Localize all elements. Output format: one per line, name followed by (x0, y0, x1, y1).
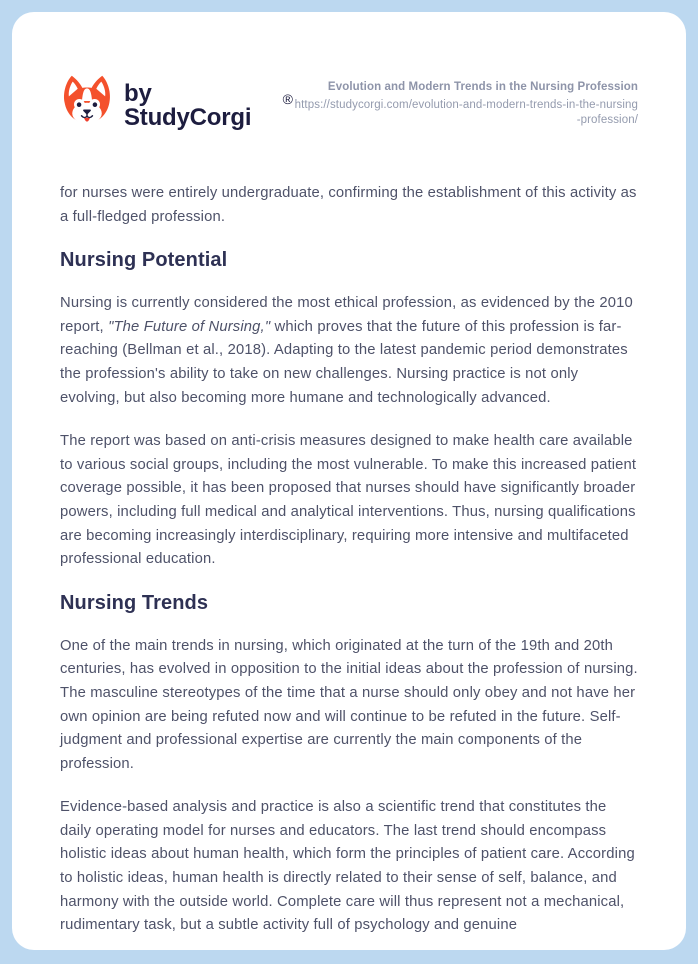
paragraph-nursing-potential-1 (60, 292, 638, 410)
paragraph-nursing-trends-1: One of the main trends in nursing, which originated at the turn of the 19th and 20th centuries, has evolved in opposition to the initial ideas about the profession of nursing. The masculine stereotypes of the time that a nurse should only obey and not have her own opinion are being refuted now and will continue to be refuted in the future. Self-judgment and professional expertise are currently the main components of the profession. (60, 637, 638, 772)
corgi-logo-icon (60, 74, 114, 128)
article-body (60, 182, 638, 938)
registered-trademark: ® (282, 91, 293, 107)
paragraph-nursing-potential-2: The report was based on anti-crisis measures designed to make health care available to various social groups, including the most vulnerable. To make this increased patient coverage possible, it has been proposed that nurses should have significantly broader powers, including full medical and analytical interventions. Thus, nursing qualifications are becoming increasingly interdisciplinary, requiring more intensive and multifaceted professional education. (60, 433, 637, 568)
section-heading-nursing-potential: Nursing Potential (60, 249, 228, 272)
brand (60, 72, 293, 130)
document-card (12, 12, 686, 950)
document-title: Evolution and Modern Trends in the Nursing Profession (327, 81, 638, 93)
document-meta (293, 72, 638, 128)
section-heading-nursing-trends: Nursing Trends (60, 591, 209, 614)
document-header (60, 72, 638, 130)
brand-name: by StudyCorgi (124, 80, 252, 131)
document-url-link[interactable]: https://studycorgi.com/evolution-and-modern-trends-in-the-nursing-profession/ (294, 99, 638, 126)
paragraph-text: which proves that the future of this profession is far-reaching (Bellman et al., 2018). Adapting to the latest pandemic period demonstrates the profession's ability to take on new challenges. Nursing practice is not only evolving, but also becoming more humane and technologically advanced. (60, 318, 628, 406)
paragraph-intro: for nurses were entirely undergraduate, confirming the establishment of this activity as a full-fledged profession. (60, 185, 637, 225)
report-title-italic: "The Future of Nursing," (108, 318, 271, 335)
paragraph-nursing-trends-2: Evidence-based analysis and practice is also a scientific trend that constitutes the daily operating model for nurses and educators. The last trend should encompass holistic ideas about human health, which form the principles of patient care. According to holistic ideas, human health is directly related to their sense of self, balance, and harmony with the outside world. Complete care will thus represent not a mechanical, rudimentary task, but a subtle activity full of psychology and genuine (60, 799, 635, 934)
paragraph-text: Nursing is currently considered the most ethical profession, as evidenced by the 2010 report, (60, 295, 633, 335)
